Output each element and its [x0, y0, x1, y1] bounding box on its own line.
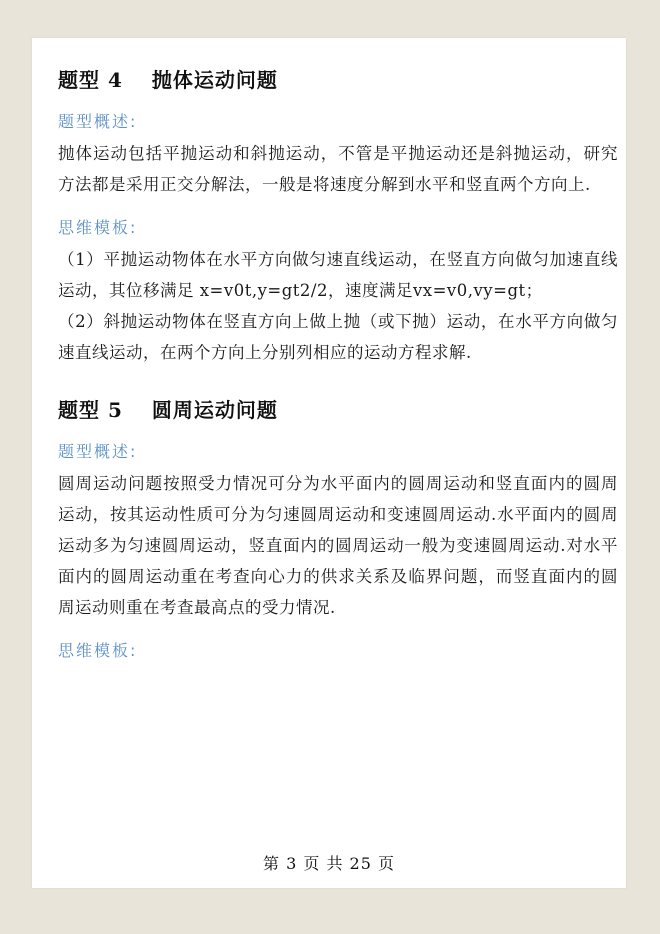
template-item-4-1: （1）平抛运动物体在水平方向做匀速直线运动，在竖直方向做匀加速直线运动，其位移满足 x=v0t,y=gt2/2，速度满足vx=v0,vy=gt；: [58, 250, 618, 300]
template-heading-5: 思维模板:: [58, 641, 138, 660]
template-item-4-2: （2）斜抛运动物体在竖直方向上做上抛（或下抛）运动，在水平方向做匀速直线运动，在两个方向上分别列相应的运动方程求解.: [58, 312, 618, 362]
template-heading-4: 思维模板:: [58, 218, 138, 237]
overview-text-4: 抛体运动包括平抛运动和斜抛运动，不管是平抛运动还是斜抛运动，研究方法都是采用正交分解法，一般是将速度分解到水平和竖直两个方向上.: [58, 144, 618, 194]
overview-heading-5: 题型概述:: [58, 442, 138, 461]
page-content: [58, 60, 618, 667]
page-number-footer: 第 3 页 共 25 页: [263, 854, 395, 873]
section-title-4: 题型 4 抛体运动问题: [58, 68, 278, 92]
section-title-5: 题型 5 圆周运动问题: [58, 398, 278, 422]
document-page: [32, 38, 626, 888]
overview-text-5: 圆周运动问题按照受力情况可分为水平面内的圆周运动和竖直面内的圆周运动，按其运动性质可分为匀速圆周运动和变速圆周运动.水平面内的圆周运动多为匀速圆周运动，竖直面内的圆周运动一般为变速圆周运动.对水平面内的圆周运动重在考查向心力的供求关系及临界问题，而竖直面内的圆周运动则重在考查最高点的受力情况.: [58, 474, 618, 617]
overview-heading-4: 题型概述:: [58, 112, 138, 131]
